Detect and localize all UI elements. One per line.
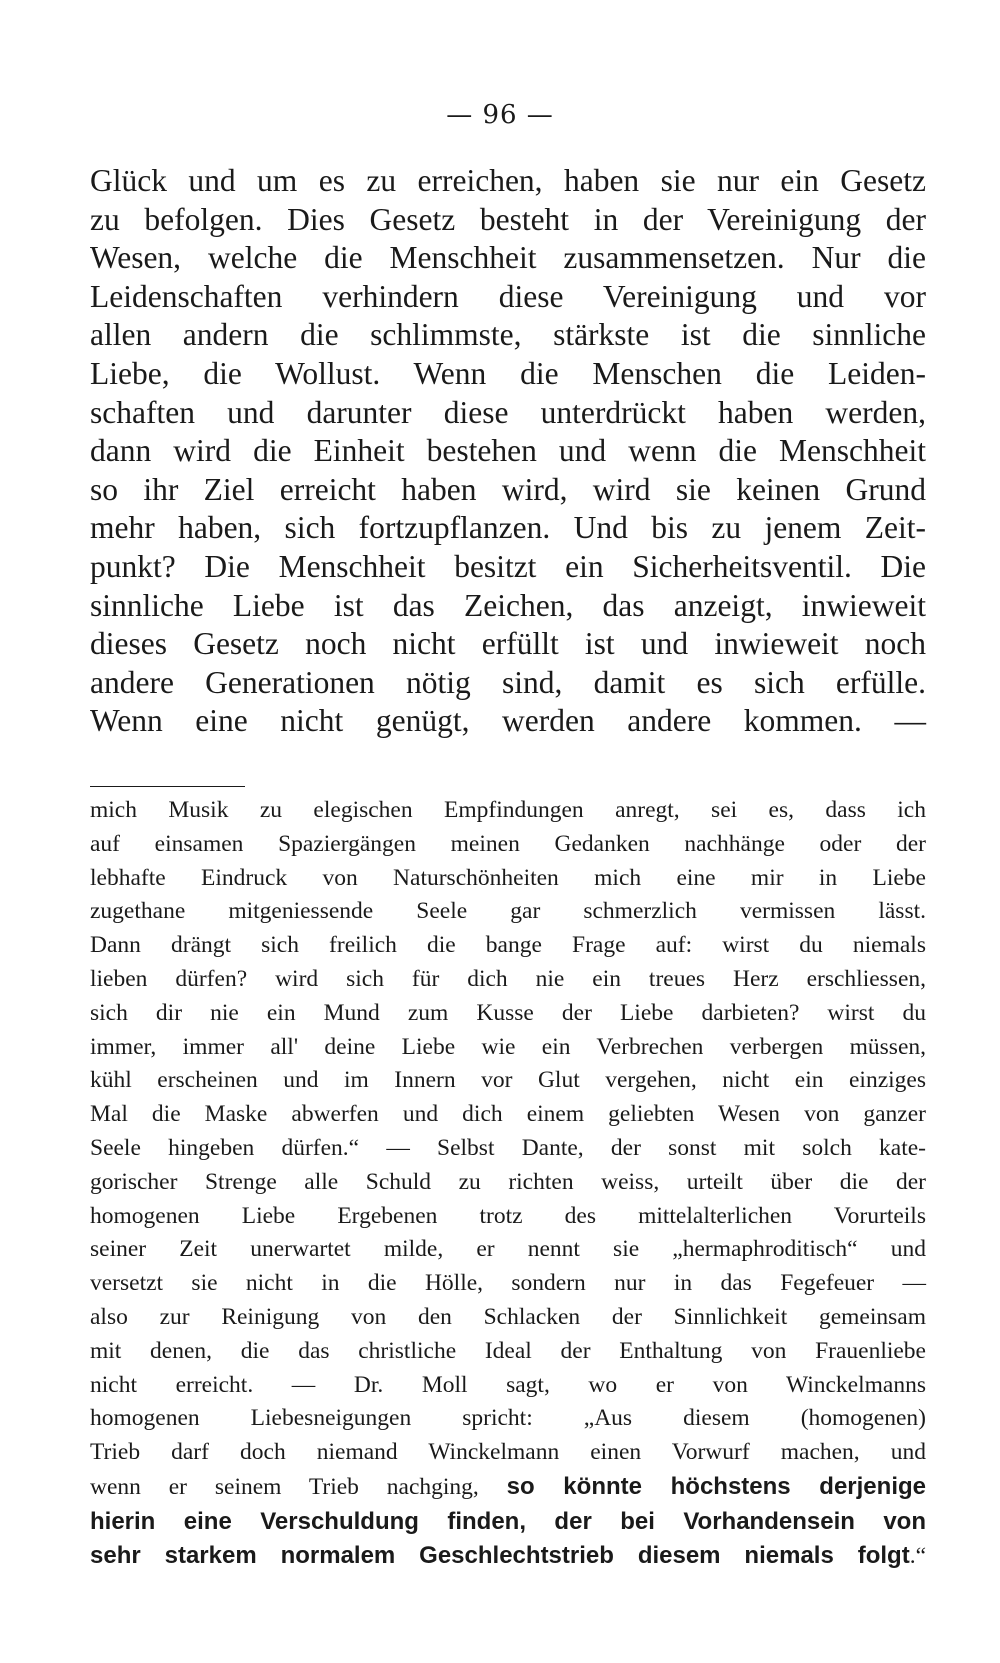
footnote-line: seiner Zeit unerwartet milde, er nennt sie „hermaphroditisch“ und <box>90 1236 926 1263</box>
footnote-line: gorischer Strenge alle Schuld zu richten weiss, urteilt über die der <box>90 1168 926 1195</box>
main-text-line: Wesen, welche die Menschheit zusammensetzen. Nur die <box>90 240 926 276</box>
main-text-line: sinnliche Liebe ist das Zeichen, das anzeigt, inwieweit <box>90 587 926 623</box>
footnote-line: mich Musik zu elegischen Empfindungen anregt, sei es, dass ich <box>90 797 926 823</box>
footnote-mixed-line <box>90 1470 926 1505</box>
footnote-line: lebhafte Eindruck von Naturschönheiten mich eine mir in Liebe <box>90 864 926 891</box>
main-text-line: dieses Gesetz noch nicht erfüllt ist und inwieweit noch <box>90 626 926 662</box>
footnote-bold-segment: so könnte höchstens derjenige <box>506 1472 926 1500</box>
footnote-line: Trieb darf doch niemand Winckelmann einen Vorwurf machen, und <box>90 1439 926 1466</box>
footnote-bold-segment: sehr starkem normalem Geschlechtstrieb diesem niemals folgt <box>90 1541 910 1569</box>
main-text-line: so ihr Ziel erreicht haben wird, wird sie keinen Grund <box>90 471 926 507</box>
footnote-line: Seele hingeben dürfen.“ — Selbst Dante, der sonst mit solch kate- <box>90 1134 926 1161</box>
footnote-line: zugethane mitgeniessende Seele gar schmerzlich vermissen lässt. <box>90 898 926 925</box>
footnote-line: kühl erscheinen und im Innern vor Glut vergehen, nicht ein einziges <box>90 1067 926 1094</box>
main-text-line: mehr haben, sich fortzupflanzen. Und bis zu jenem Zeit- <box>90 510 926 546</box>
main-text-line: schaften und darunter diese unterdrückt haben werden, <box>90 394 926 430</box>
footnote-line: nicht erreicht. — Dr. Moll sagt, wo er von Winckelmanns <box>90 1371 926 1398</box>
footnote-last-line <box>90 1539 926 1574</box>
footnote-plain-segment: wenn er seinem Trieb nachging, <box>90 1473 507 1500</box>
footnote-line: lieben dürfen? wird sich für dich nie ein treues Herz erschliessen, <box>90 965 926 992</box>
main-text-line: punkt? Die Menschheit besitzt ein Sicherheitsventil. Die <box>90 548 926 584</box>
footnote-line: immer, immer all' deine Liebe wie ein Verbrechen verbergen müssen, <box>90 1033 926 1060</box>
footnote-line: mit denen, die das christliche Ideal der Enthaltung von Frauenliebe <box>90 1337 926 1364</box>
footnote-line: Mal die Maske abwerfen und dich einem geliebten Wesen von ganzer <box>90 1101 926 1128</box>
footnote-line: Dann drängt sich freilich die bange Frage auf: wirst du niemals <box>90 932 926 959</box>
footnote-line: sich dir nie ein Mund zum Kusse der Liebe darbieten? wirst du <box>90 999 926 1026</box>
footnote-block <box>90 794 926 1573</box>
footnote-line: homogenen Liebesneigungen spricht: „Aus diesem (homogenen) <box>90 1405 926 1432</box>
footnote-line: homogenen Liebe Ergebenen trotz des mittelalterlichen Vorurteils <box>90 1202 926 1229</box>
page-number: — 96 — <box>446 100 554 130</box>
footnote-line: also zur Reinigung von den Schlacken der Sinnlichkeit gemeinsam <box>90 1303 926 1330</box>
main-text-line: Liebe, die Wollust. Wenn die Menschen die Leiden- <box>90 355 926 391</box>
main-text-line: Wenn eine nicht genügt, werden andere kommen. — <box>90 703 926 739</box>
main-text-block <box>90 162 926 741</box>
footnote-line: auf einsamen Spaziergängen meinen Gedanken nachhänge oder der <box>90 830 926 857</box>
footnote-line: versetzt sie nicht in die Hölle, sondern nur in das Fegefeuer — <box>90 1270 926 1297</box>
main-text-line: zu befolgen. Dies Gesetz besteht in der Vereinigung der <box>90 201 926 237</box>
footnote-separator-rule <box>90 786 245 787</box>
main-text-line: allen andern die schlimmste, stärkste ist die sinnliche <box>90 317 926 353</box>
footnote-closing-quote: .“ <box>909 1542 926 1569</box>
main-text-line: Glück und um es zu erreichen, haben sie nur ein Gesetz <box>90 163 926 198</box>
main-text-line: dann wird die Einheit bestehen und wenn die Menschheit <box>90 433 926 469</box>
main-text-line: Leidenschaften verhindern diese Vereinigung und vor <box>90 278 926 314</box>
footnote-bold-line: hierin eine Verschuldung finden, der bei Vorhandensein von <box>90 1507 926 1535</box>
main-text-line: andere Generationen nötig sind, damit es sich erfülle. <box>90 664 926 700</box>
